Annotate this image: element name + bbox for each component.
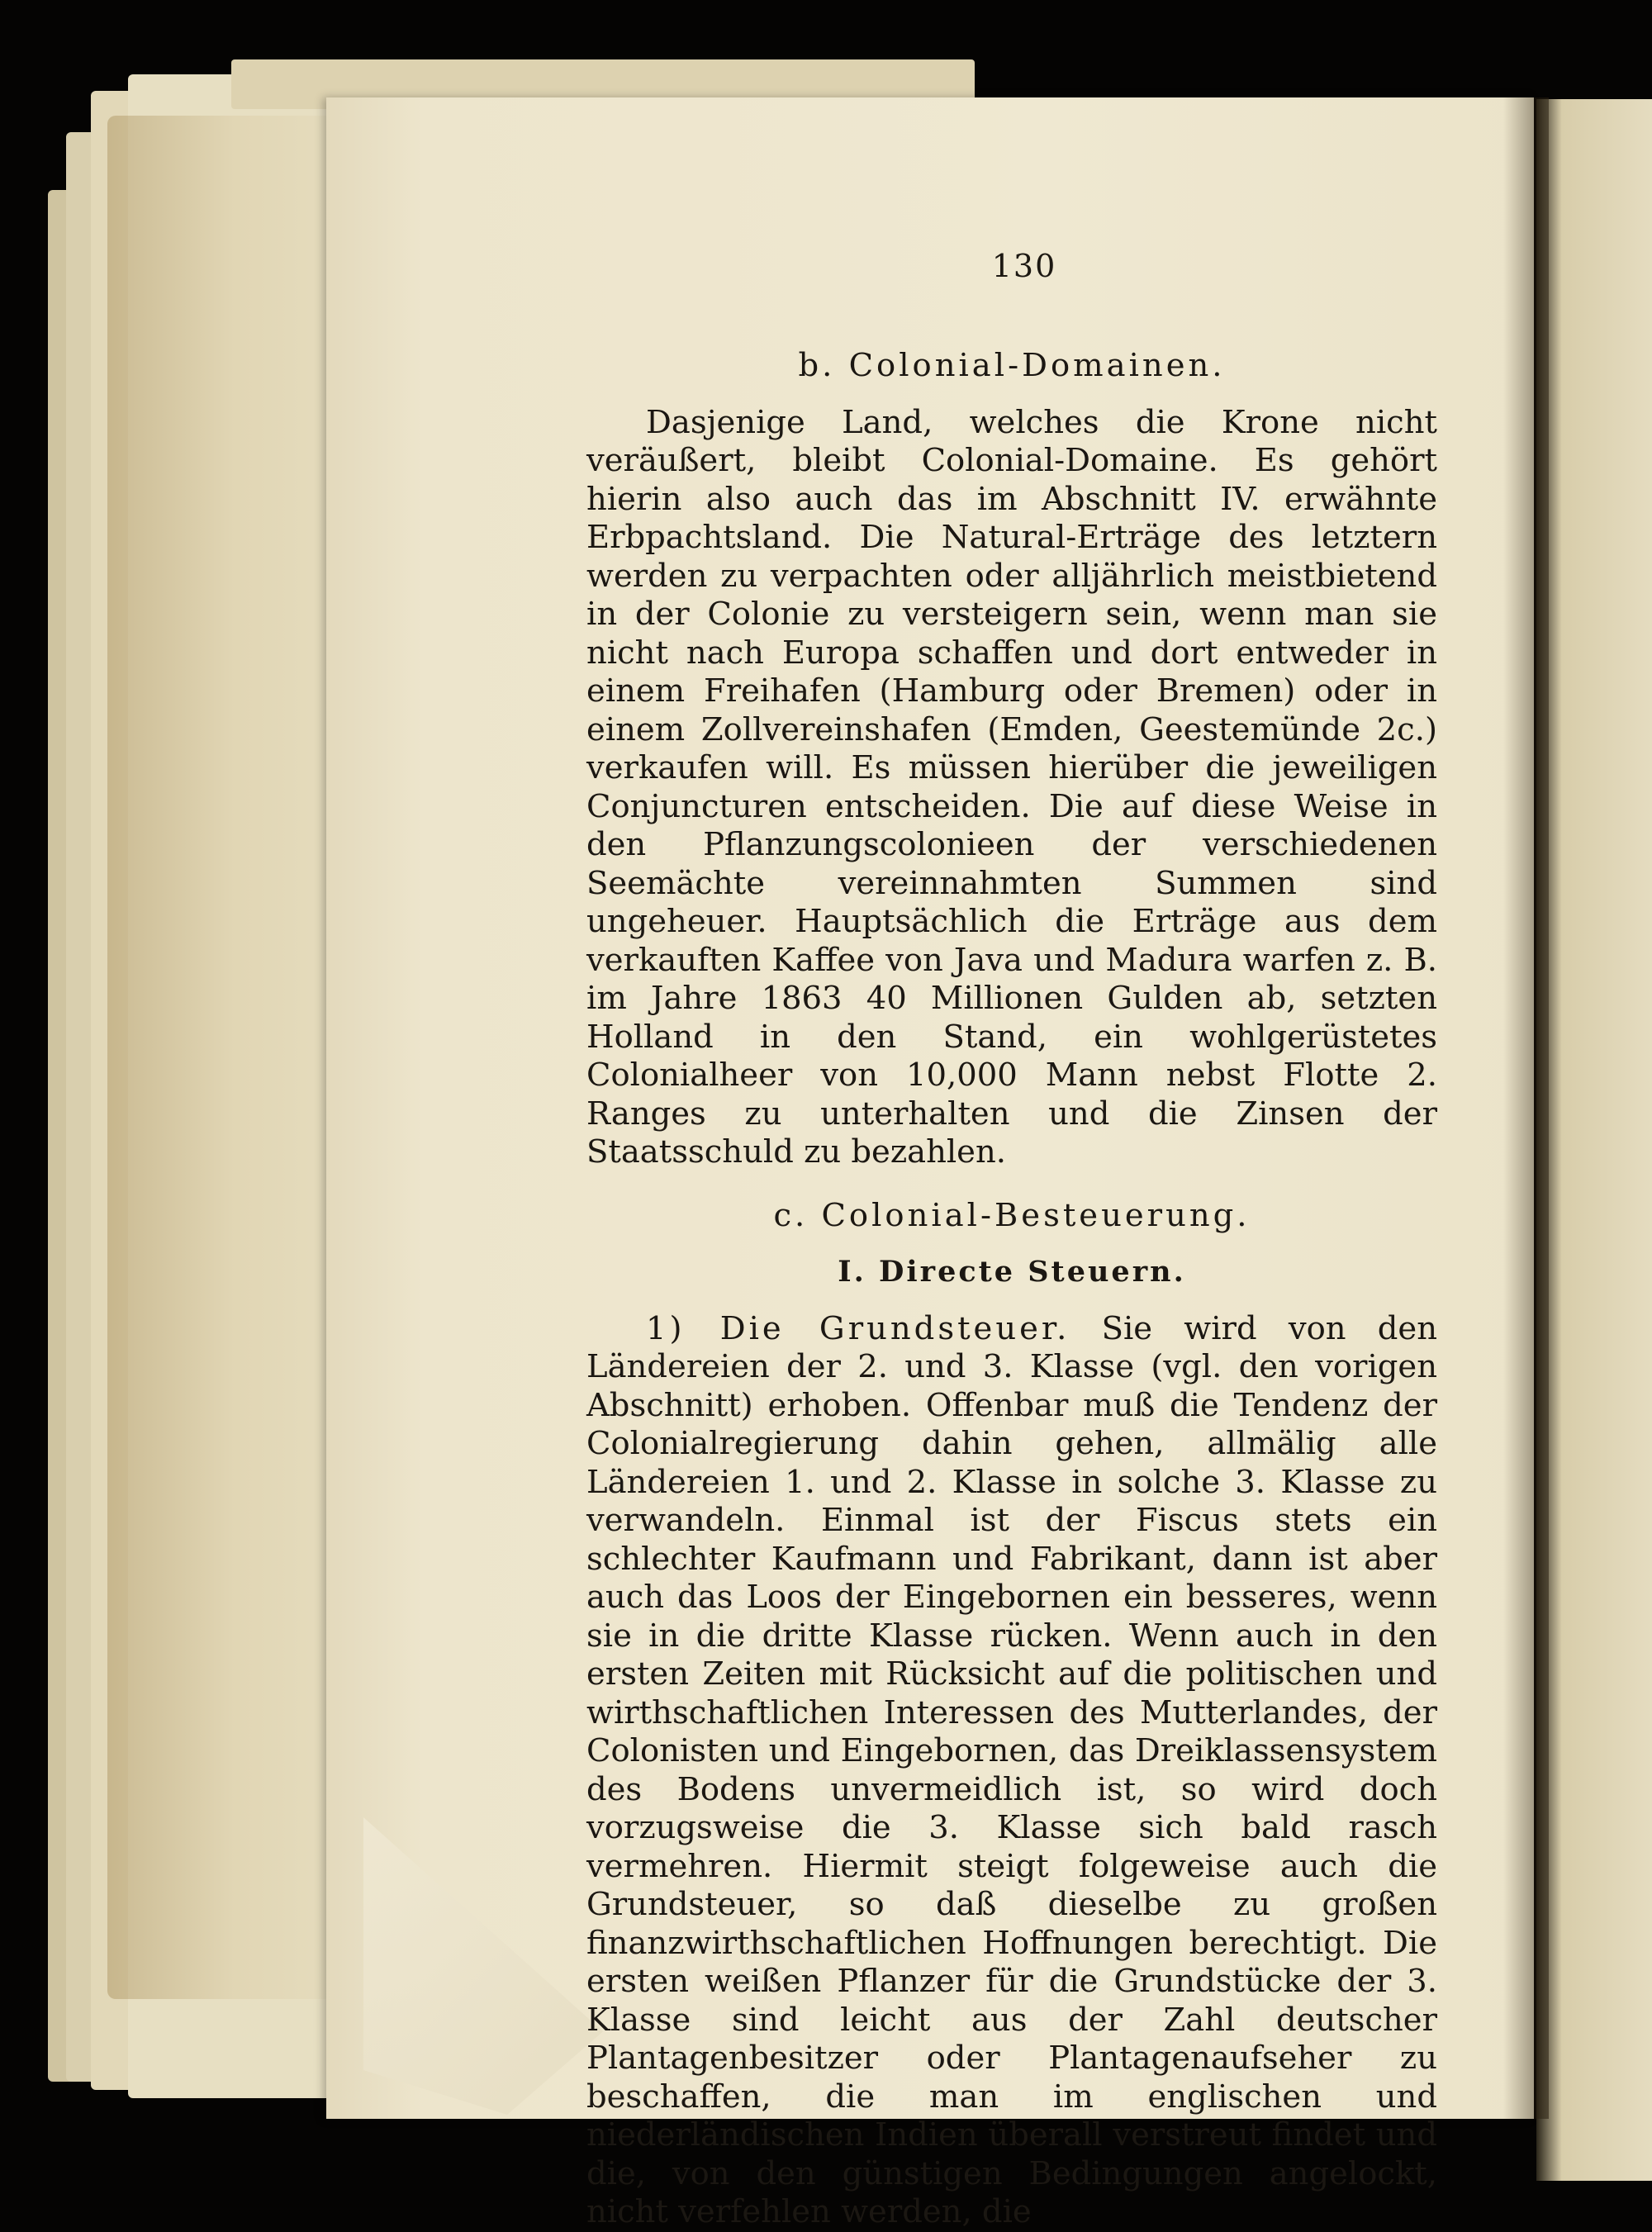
section-c-subheading: I. Directe Steuern. [838, 1255, 1186, 1289]
page-gutter-shadow [1503, 97, 1549, 2119]
facing-page-edge [1536, 99, 1652, 2181]
section-b-heading: b. Colonial-Domainen. [798, 347, 1226, 384]
page-text [586, 347, 1437, 2232]
section-b-paragraph: Dasjenige Land, welches die Krone nicht veräußert, bleibt Colonial-Domaine. Es gehört hierin also auch das im Abschnitt IV. erwähnte Erbpachtsland. Die Natural-Erträge des letztern werden zu verpachten oder alljährlich meistbietend in der Colonie zu versteigern sein, wenn man sie nicht nach Europa schaffen und dort entweder in einem Freihafen (Hamburg oder Bremen) oder in einem Zollvereinshafen (Emden, Geestemünde 2c.) verkaufen will. Es müssen hierüber die jeweiligen Conjuncturen entscheiden. Die auf diese Weise in den Pflanzungscolonieen der verschiedenen Seemächte vereinnahmten Summen sind ungeheuer. Hauptsächlich die Erträge aus dem verkauften Kaffee von Java und Madura warfen z. B. im Jahre 1863 40 Millionen Gulden ab, setzten Holland in den Stand, ein wohlgerüstetes Colonialheer von 10,000 Mann nebst Flotte 2. Ranges zu unterhalten und die Zinsen der Staatsschuld zu bezahlen. [586, 403, 1437, 1171]
section-c-heading: c. Colonial-Besteuerung. [773, 1196, 1251, 1234]
grundsteuer-paragraph [586, 1310, 1437, 2232]
item-text: Sie wird von den Ländereien der 2. und 3. Klasse (vgl. den vorigen Abschnitt) erhoben. Offenbar muß die Tendenz der Colonialregierung dahin gehen, allmälig alle Ländereien 1. und 2. Klasse in solche 3. Klasse zu verwandeln. Einmal ist der Fiscus stets ein schlechter Kaufmann und Fabrikant, dann ist aber auch das Loos der Eingebornen ein besseres, wenn sie in die dritte Klasse rücken. Wenn auch in den ersten Zeiten mit Rücksicht auf die politischen und wirthschaftlichen Interessen des Mutterlandes, der Colonisten und Eingebornen, das Dreiklassensystem des Bodens unvermeidlich ist, so wird doch vorzugsweise die 3. Klasse sich bald rasch vermehren. Hiermit steigt folgeweise auch die Grundsteuer, so daß dieselbe zu großen finanzwirthschaftlichen Hoffnungen berechtigt. Die ersten weißen Pflanzer für die Grundstücke der 3. Klasse sind leicht aus der Zahl deutscher Plantagenbesitzer oder Plantagenaufseher zu beschaffen, die man im englischen und niederländischen Indien überall verstreut findet und die, von den günstigen Bedingungen angelockt, nicht verfehlen werden, die [586, 1309, 1437, 2230]
page-number: 130 [991, 248, 1057, 284]
item-label: 1) Die Grundsteuer. [646, 1309, 1070, 1347]
